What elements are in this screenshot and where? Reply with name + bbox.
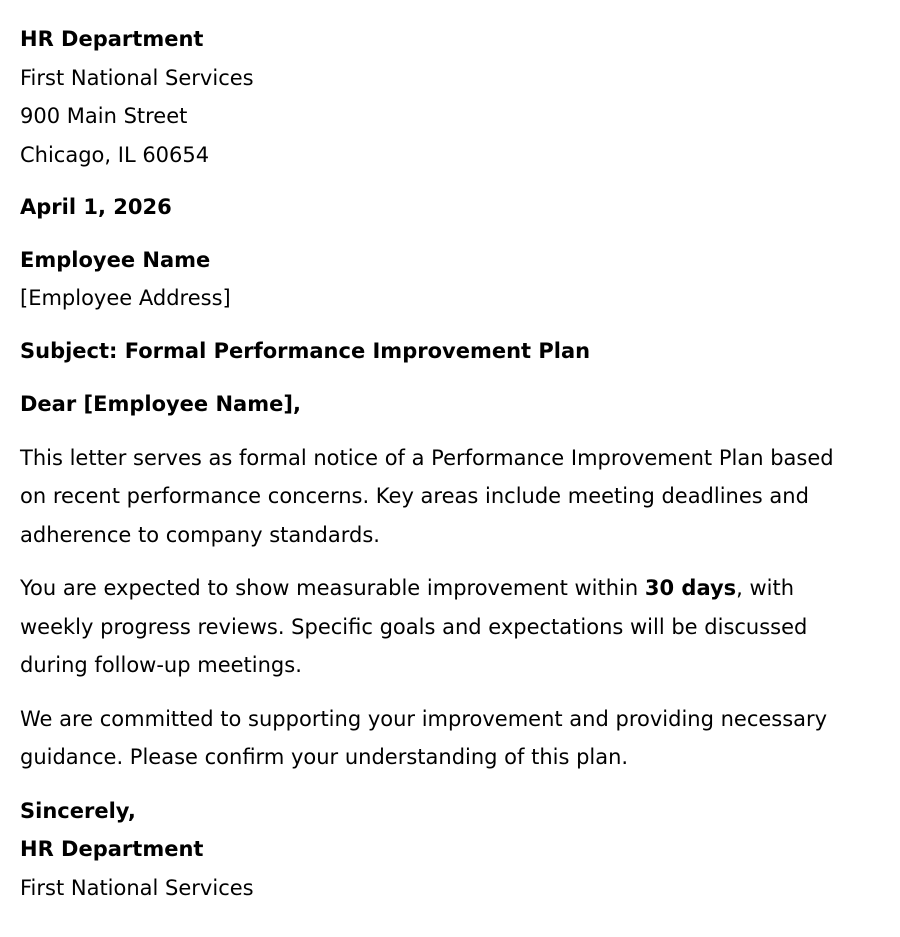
- body-paragraph-2: [20, 569, 880, 685]
- closing-block: [20, 792, 880, 908]
- paragraph-2-line-1-suffix: , with: [736, 576, 795, 600]
- recipient-address: [Employee Address]: [20, 286, 231, 310]
- sender-company: First National Services: [20, 65, 254, 90]
- paragraph-3-line-2: guidance. Please confirm your understanding of this plan.: [20, 745, 629, 769]
- closing-valediction: Sincerely,: [20, 798, 136, 823]
- letter-subject: Subject: Formal Performance Improvement Plan: [20, 338, 591, 363]
- letter-document: [20, 20, 880, 907]
- paragraph-1-line-3: adherence to company standards.: [20, 522, 380, 547]
- body-paragraph-1: [20, 439, 880, 555]
- letter-date-block: [20, 188, 880, 227]
- letter-date: April 1, 2026: [20, 195, 172, 219]
- sender-department: HR Department: [20, 27, 204, 51]
- body-paragraph-3: [20, 700, 880, 777]
- paragraph-1-line-2: on recent performance concerns. Key areas include meeting deadlines and: [20, 484, 809, 508]
- closing-company: First National Services: [20, 875, 254, 900]
- sender-city-state-zip: Chicago, IL 60654: [20, 142, 210, 167]
- sender-street: 900 Main Street: [20, 104, 188, 128]
- subject-block: [20, 332, 880, 371]
- sender-address-block: [20, 20, 880, 174]
- paragraph-2-line-1: [20, 569, 880, 608]
- closing-department: HR Department: [20, 837, 204, 861]
- paragraph-2-line-1-prefix: You are expected to show measurable improvement within: [20, 576, 645, 600]
- salutation-block: [20, 385, 880, 424]
- paragraph-1-line-1: This letter serves as formal notice of a Performance Improvement Plan based: [20, 445, 834, 470]
- recipient-block: [20, 241, 880, 318]
- deadline-emphasis: 30 days: [644, 576, 737, 600]
- letter-salutation: Dear [Employee Name],: [20, 392, 301, 416]
- recipient-name: Employee Name: [20, 247, 211, 272]
- paragraph-3-line-1: We are committed to supporting your improvement and providing necessary: [20, 706, 828, 731]
- paragraph-2-line-2: weekly progress reviews. Specific goals and expectations will be discussed: [20, 614, 808, 639]
- paragraph-2-line-3: during follow-up meetings.: [20, 653, 302, 677]
